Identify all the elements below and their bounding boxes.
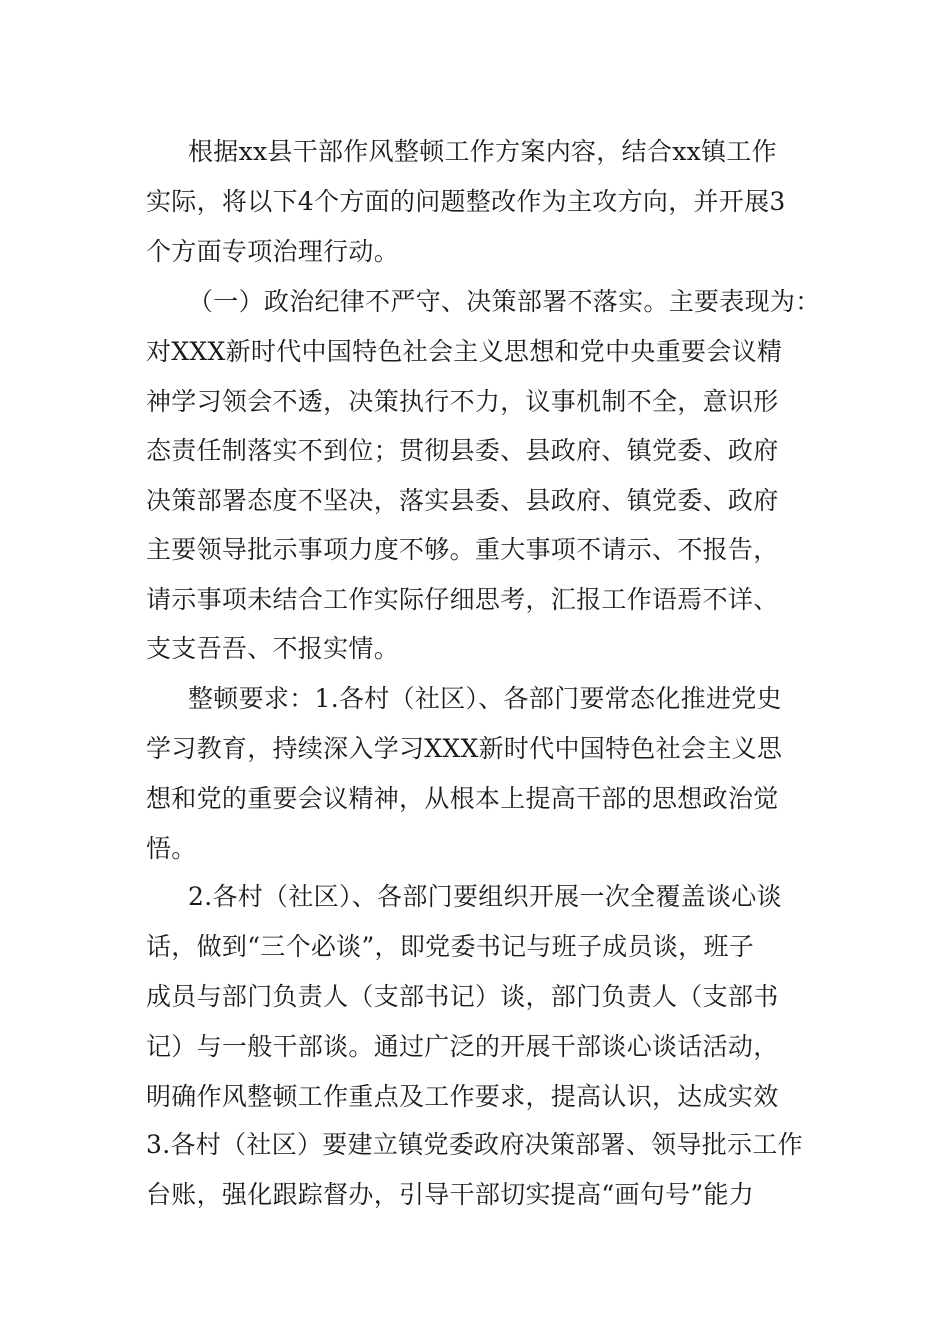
text-line: 个方面专项治理行动。	[146, 237, 400, 266]
text-line: 整顿要求：1.各村（社区）、各部门要常态化推进党史	[188, 684, 782, 713]
text-line: 请示事项未结合工作实际仔细思考，汇报工作语焉不详、	[146, 585, 779, 614]
text-line: 根据xx县干部作风整顿工作方案内容，结合xx镇工作	[188, 137, 777, 166]
text-line: 2.各村（社区）、各部门要组织开展一次全覆盖谈心谈	[188, 882, 782, 911]
text-line: 明确作风整顿工作重点及工作要求，提高认识，达成实效	[146, 1082, 779, 1111]
section-heading-line: （一）政治纪律不严守、决策部署不落实。主要表现为：	[188, 287, 821, 316]
text-line: 记）与一般干部谈。通过广泛的开展干部谈心谈话活动，	[146, 1032, 779, 1061]
text-line: 态责任制落实不到位；贯彻县委、县政府、镇党委、政府	[146, 436, 779, 465]
text-line: 决策部署态度不坚决，落实县委、县政府、镇党委、政府	[146, 486, 779, 515]
text-line: 对XXX新时代中国特色社会主义思想和党中央重要会议精	[146, 337, 783, 366]
text-line: 想和党的重要会议精神，从根本上提高干部的思想政治觉	[146, 784, 779, 813]
text-line: 3.各村（社区）要建立镇党委政府决策部署、领导批示工作	[146, 1130, 803, 1159]
text-line: 学习教育，持续深入学习XXX新时代中国特色社会主义思	[146, 734, 783, 763]
text-line: 台账，强化跟踪督办，引导干部切实提高“画句号”能力	[146, 1180, 755, 1209]
text-line: 支支吾吾、不报实情。	[146, 634, 400, 663]
text-line: 主要领导批示事项力度不够。重大事项不请示、不报告，	[146, 535, 779, 564]
text-line: 成员与部门负责人（支部书记）谈，部门负责人（支部书	[146, 982, 779, 1011]
text-line: 实际，将以下4个方面的问题整改作为主攻方向，并开展3	[146, 187, 786, 216]
text-line: 神学习领会不透，决策执行不力，议事机制不全，意识形	[146, 387, 779, 416]
text-line: 话，做到“三个必谈”，即党委书记与班子成员谈，班子	[146, 932, 755, 961]
text-line: 悟。	[146, 834, 197, 863]
